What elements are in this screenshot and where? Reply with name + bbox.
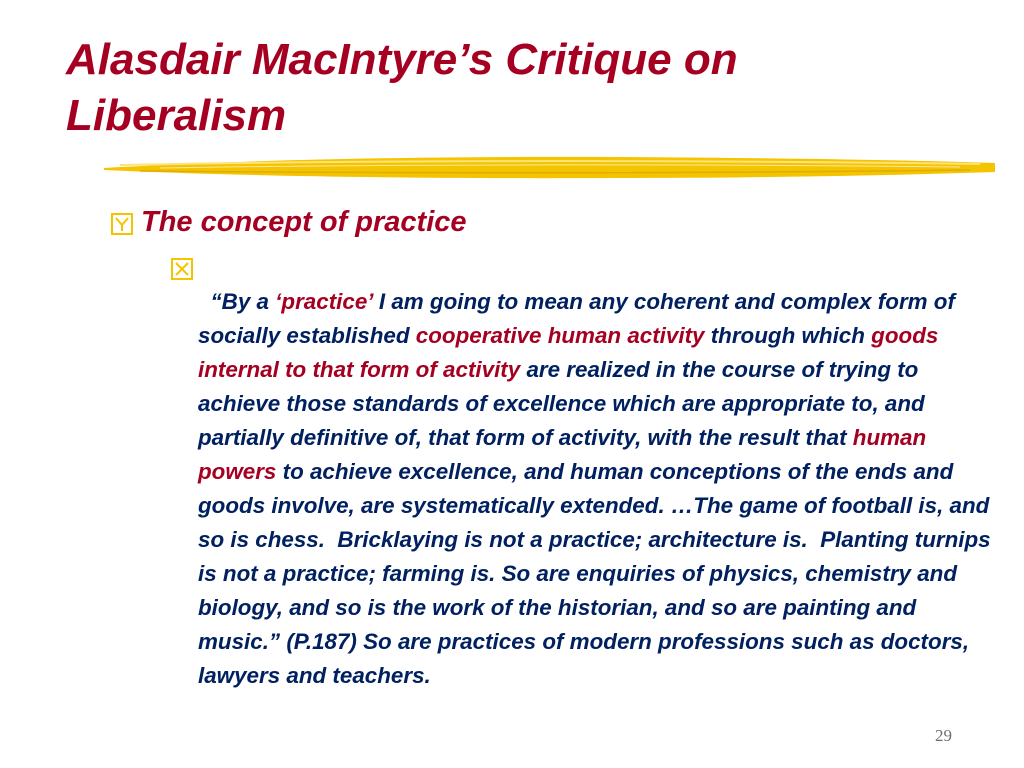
quote-run-emphasis: human powers: [198, 425, 933, 484]
x-box-bullet-icon: [171, 258, 193, 280]
page-number: 29: [935, 726, 952, 745]
quote-paragraph: [198, 251, 998, 693]
quote-run: through which: [704, 323, 872, 348]
quote-run: are realized in the course of trying to achieve those standards of excellence which are appropriate to, and partially definitive of, that form of activity, with the result that: [198, 357, 931, 450]
bullet-level1: [111, 206, 467, 239]
yellow-brush-stroke-divider: [100, 150, 1000, 186]
quote-run: I am going to mean any coherent and complex form of socially established: [198, 289, 962, 348]
y-box-bullet-icon: [111, 213, 133, 235]
quote-run-emphasis: goods internal to that form of activity: [198, 323, 945, 382]
quote-run: “By a: [210, 289, 276, 314]
quote-run-emphasis: ‘practice’: [275, 289, 373, 314]
quote-run: to achieve excellence, and human conceptions of the ends and goods involve, are systematically extended. …The game of football is, and so is chess. Bricklaying is not a practice; architecture is. Planting turnips is not a practice; farming is. So are enquiries of physics, chemistry and biology, and so is the work of the historian, and so are painting and music.” (P.187) So are practices of modern professions such as doctors, lawyers and teachers.: [198, 459, 997, 688]
quote-run-emphasis: cooperative human activity: [415, 323, 705, 348]
slide-title: Alasdair MacIntyre’s Critique on Liberalism: [66, 35, 738, 140]
bullet-level1-text: The concept of practice: [141, 206, 467, 238]
